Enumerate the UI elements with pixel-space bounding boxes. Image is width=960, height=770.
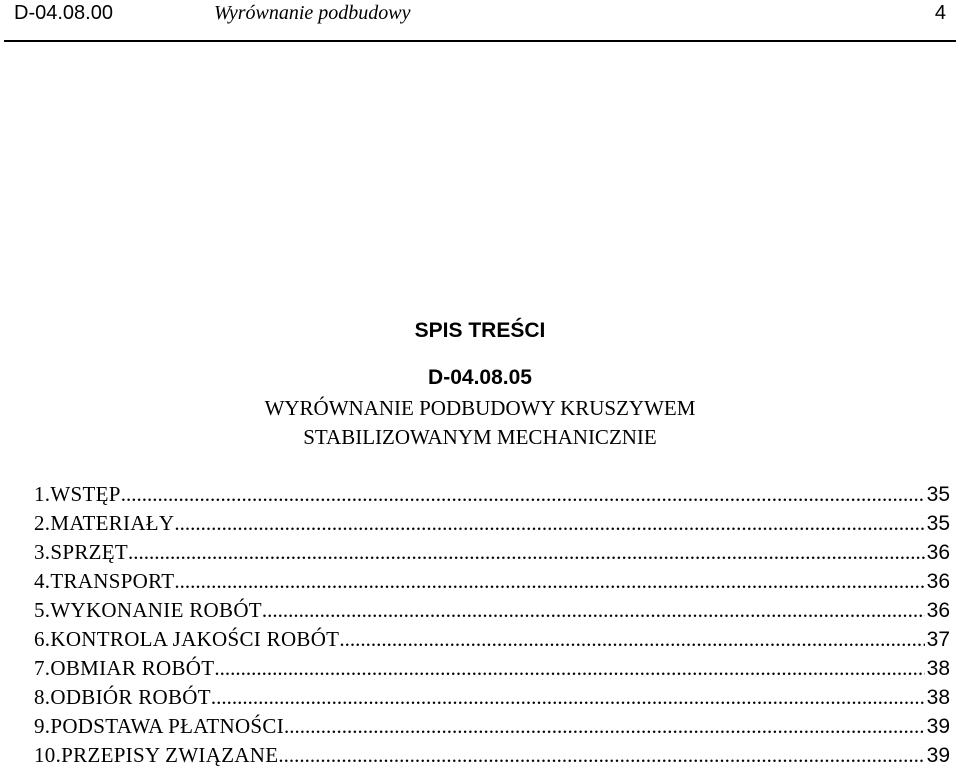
toc-entry-page: 39 [926, 715, 950, 738]
toc-entry-przepisy-zwiazane[interactable] [34, 741, 950, 770]
toc-entry-label: TRANSPORT [50, 569, 175, 593]
toc-entry-page: 36 [926, 599, 950, 622]
toc-entry-number: 5. [34, 598, 51, 622]
toc-list [34, 480, 950, 770]
toc-entry-label: WYKONANIE ROBÓT [50, 598, 262, 622]
toc-entry-page: 39 [926, 744, 950, 767]
toc-entry-label: OBMIAR ROBÓT [50, 656, 215, 680]
toc-entry-materialy[interactable] [34, 509, 950, 538]
toc-entry-number: 9. [34, 714, 51, 738]
toc-leader-dots [121, 480, 925, 509]
toc-leader-dots [128, 538, 925, 567]
toc-entry-label: PRZEPISY ZWIĄZANE [61, 743, 279, 767]
toc-entry-page: 35 [926, 483, 950, 506]
toc-entry-page: 38 [926, 657, 950, 680]
toc-entry-number: 1. [34, 482, 51, 506]
spec-code: D-04.08.05 [428, 366, 532, 389]
toc-entry-odbior-robot[interactable] [34, 683, 950, 712]
toc-entry-podstawa-platnosci[interactable] [34, 712, 950, 741]
spec-title-line-2: STABILIZOWANYM MECHANICZNIE [303, 425, 657, 449]
spec-title-line-1: WYRÓWNANIE PODBUDOWY KRUSZYWEM [264, 396, 696, 420]
toc-leader-dots [284, 712, 925, 741]
toc-leader-dots [262, 596, 925, 625]
toc-entry-sprzet[interactable] [34, 538, 950, 567]
toc-leader-dots [278, 741, 924, 770]
toc-entry-label: MATERIAŁY [50, 511, 175, 535]
toc-entry-number: 7. [34, 656, 51, 680]
toc-entry-label: KONTROLA JAKOŚCI ROBÓT [50, 627, 340, 651]
toc-leader-dots [174, 509, 924, 538]
toc-entry-kontrola-jakosci[interactable] [34, 625, 950, 654]
toc-leader-dots [214, 654, 924, 683]
toc-leader-dots [339, 625, 924, 654]
toc-entry-number: 6. [34, 627, 51, 651]
header-doc-code: D-04.08.00 [14, 2, 113, 24]
toc-entry-number: 4. [34, 569, 51, 593]
header-title: Wyrównanie podbudowy [214, 2, 411, 24]
toc-entry-page: 38 [926, 686, 950, 709]
toc-entry-number: 2. [34, 511, 51, 535]
toc-entry-obmiar-robot[interactable] [34, 654, 950, 683]
toc-entry-wstep[interactable] [34, 480, 950, 509]
toc-entry-page: 37 [926, 628, 950, 651]
header-page-number: 4 [934, 2, 946, 24]
toc-title: SPIS TREŚCI [414, 319, 546, 342]
toc-entry-page: 36 [926, 541, 950, 564]
toc-entry-label: WSTĘP [50, 482, 121, 506]
toc-entry-number: 8. [34, 685, 51, 709]
header-rule [4, 40, 956, 42]
toc-entry-label: SPRZĘT [50, 540, 129, 564]
toc-entry-page: 36 [926, 570, 950, 593]
toc-entry-number: 3. [34, 540, 51, 564]
toc-entry-page: 35 [926, 512, 950, 535]
toc-entry-transport[interactable] [34, 567, 950, 596]
toc-leader-dots [174, 567, 924, 596]
toc-entry-wykonanie-robot[interactable] [34, 596, 950, 625]
page-header [14, 0, 950, 30]
toc-entry-label: ODBIÓR ROBÓT [50, 685, 211, 709]
toc-entry-number: 10. [34, 743, 62, 767]
toc-entry-label: PODSTAWA PŁATNOŚCI [50, 714, 285, 738]
toc-leader-dots [211, 683, 925, 712]
